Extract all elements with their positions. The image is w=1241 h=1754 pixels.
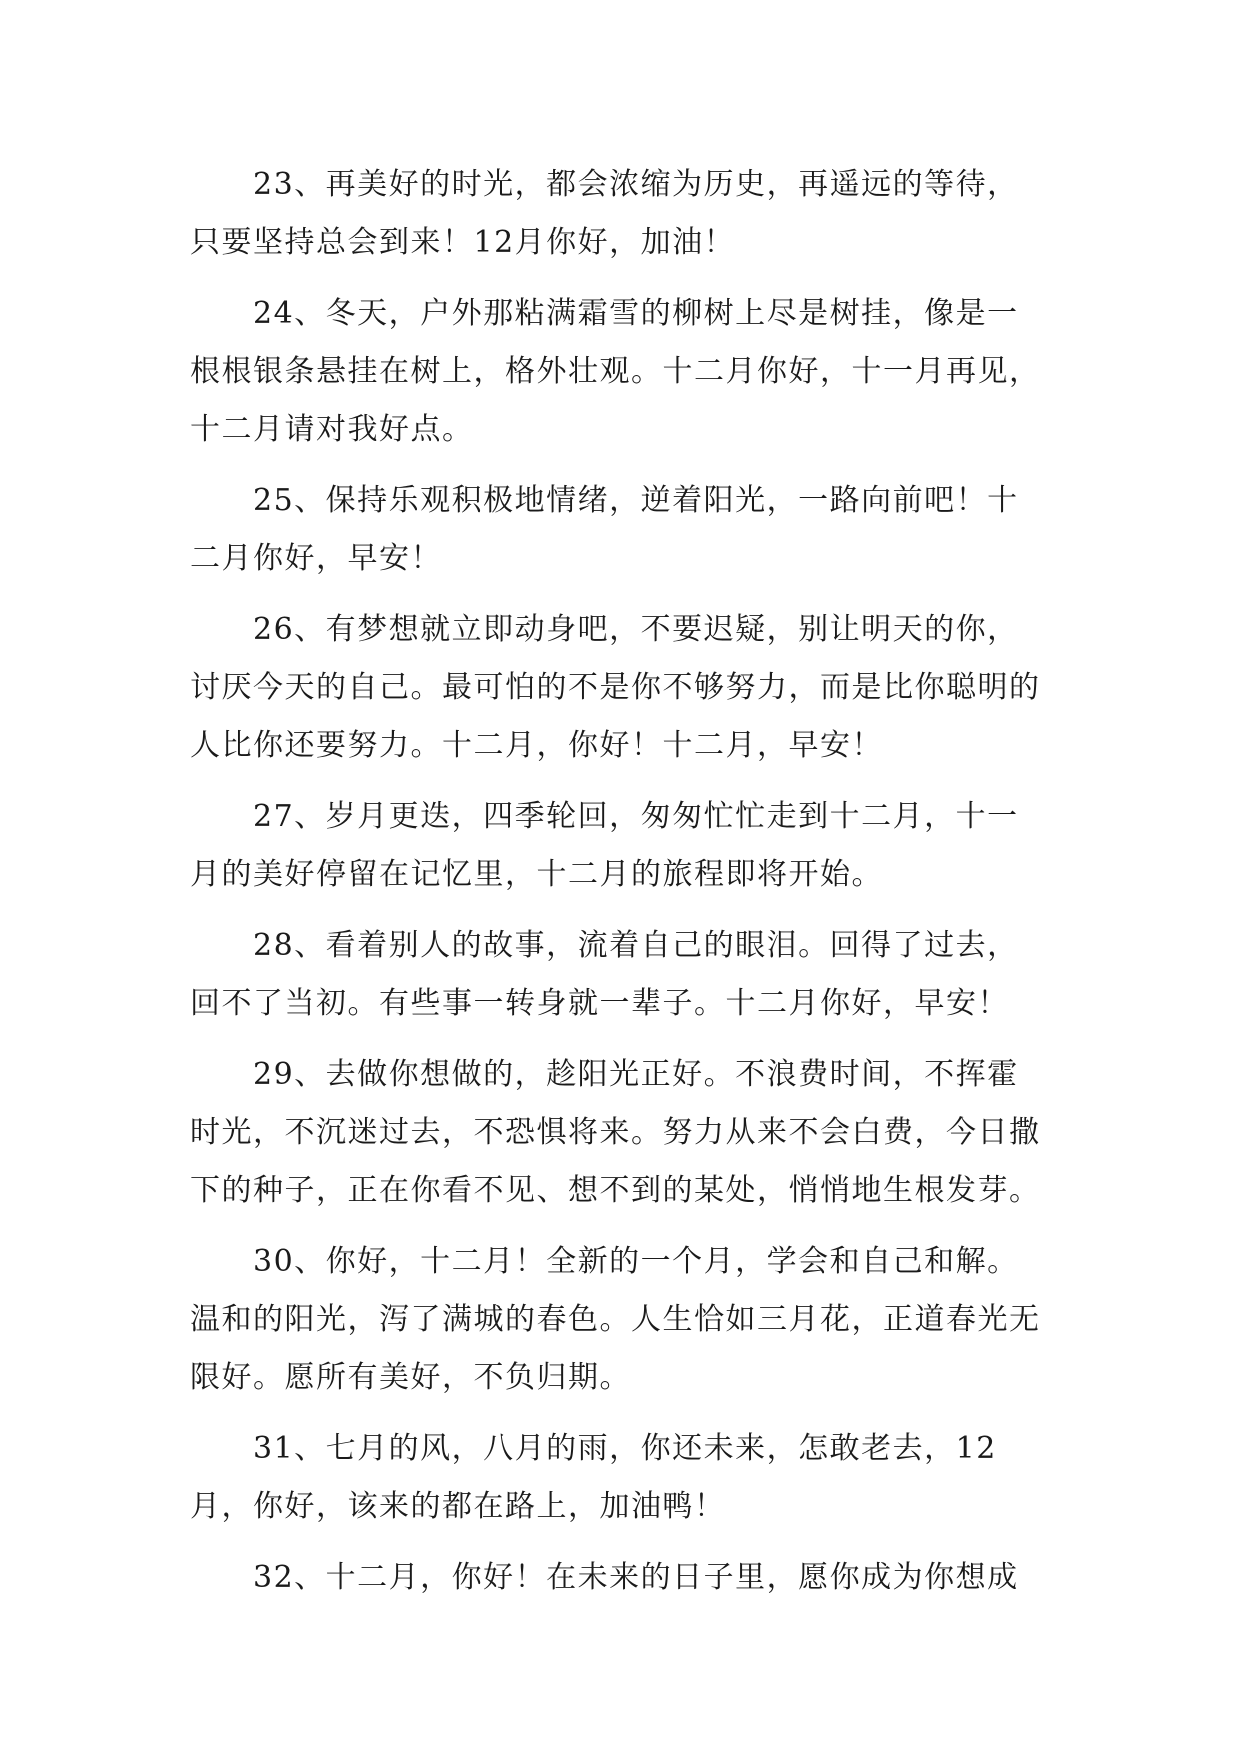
- paragraph-28: 28、看着别人的故事，流着自己的眼泪。回得了过去，回不了当初。有些事一转身就一辈子。十二月你好，早安！: [190, 928, 1019, 1021]
- paragraph-26: 26、有梦想就立即动身吧，不要迟疑，别让明天的你，讨厌今天的自己。最可怕的不是你不够努力，而是比你聪明的人比你还要努力。十二月，你好！十二月，早安！: [190, 612, 1041, 763]
- paragraph-30: 30、你好，十二月！全新的一个月，学会和自己和解。温和的阳光，泻了满城的春色。人生恰如三月花，正道春光无限好。愿所有美好，不负归期。: [190, 1244, 1041, 1395]
- paragraph-29: 29、去做你想做的，趁阳光正好。不浪费时间，不挥霍时光，不沉迷过去，不恐惧将来。努力从来不会白费，今日撒下的种子，正在你看不见、想不到的某处，悄悄地生根发芽。: [190, 1057, 1041, 1208]
- paragraph-27: 27、岁月更迭，四季轮回，匆匆忙忙走到十二月，十一月的美好停留在记忆里，十二月的旅程即将开始。: [190, 799, 1019, 892]
- paragraph-25: 25、保持乐观积极地情绪，逆着阳光，一路向前吧！十二月你好，早安！: [190, 483, 1019, 576]
- paragraph-23: 23、再美好的时光，都会浓缩为历史，再遥远的等待，只要坚持总会到来！12月你好，加油！: [190, 167, 1019, 260]
- paragraph-31: 31、七月的风，八月的雨，你还未来，怎敢老去，12月，你好，该来的都在路上，加油鸭！: [190, 1431, 997, 1524]
- document-body: [190, 156, 1050, 1620]
- paragraph-32: 32、十二月，你好！在未来的日子里，愿你成为你想成: [253, 1560, 1019, 1595]
- paragraph-24: 24、冬天，户外那粘满霜雪的柳树上尽是树挂，像是一根根银条悬挂在树上，格外壮观。十二月你好，十一月再见，十二月请对我好点。: [190, 296, 1041, 447]
